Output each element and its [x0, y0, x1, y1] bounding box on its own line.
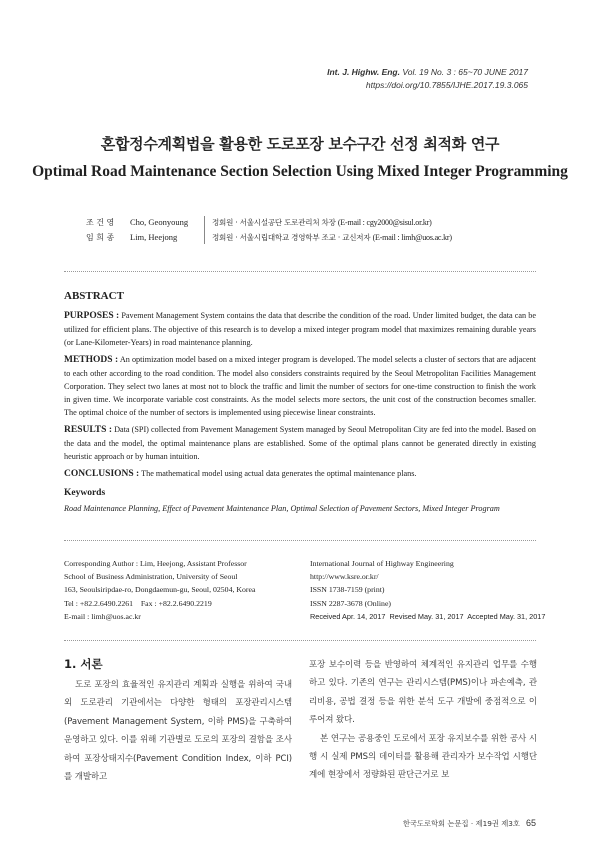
- conclusions-label: CONCLUSIONS :: [64, 469, 140, 479]
- page-number: 65: [525, 818, 536, 828]
- journal-info-line: International Journal of Highway Engineering: [310, 559, 454, 568]
- author-list: [86, 215, 452, 245]
- dotted-divider: [64, 271, 536, 272]
- title-english: Optimal Road Maintenance Section Selection Using Mixed Integer Programming: [32, 163, 568, 180]
- author-affiliation: [212, 230, 452, 245]
- purposes-label: PURPOSES :: [64, 311, 120, 321]
- section-heading-intro: 1. 서론: [64, 657, 103, 671]
- author-affiliation: [212, 215, 432, 230]
- doi-link[interactable]: https://doi.org/10.7855/IJHE.2017.19.3.065: [365, 80, 528, 90]
- author-email[interactable]: (E-mail : cgy2000@sisul.or.kr): [337, 218, 432, 227]
- corr-line: School of Business Administration, University of Seoul: [64, 572, 238, 582]
- author-row: [86, 230, 452, 245]
- journal-info-line: ISSN 2287-3678 (Online): [310, 598, 391, 608]
- dotted-divider: [64, 640, 536, 641]
- author-name-ko: 조 건 영: [86, 218, 115, 227]
- author-name-ko: 임 희 종: [86, 233, 115, 242]
- author-email[interactable]: (E-mail : limh@uos.ac.kr): [372, 233, 452, 242]
- corresponding-author-info: [64, 557, 255, 623]
- purposes-text: Pavement Management System contains the data that describe the condition of the road. Under limited budget, the data can be utilized for efficient plans. The objective of this research is to develop a mixed integer program model that maximizes remaining durable years (or Lane-Kilometer-Years) in road maintenance planning.: [64, 311, 536, 347]
- methods-text: An optimization model based on a mixed integer program is developed. The model selects a cluster of sectors that are adjacent to each other according to the road condition. The model also considers constraints required by the Seoul Metropolitan Facilities Management Corporation. They select two lanes at most not to block the traffic and limit the number of sectors for one-time construction to finish the work in given time. We incorporate variable cost constraints. As the model selects more sectors, the unit cost of the construction becomes smaller. The optimal choice of the number of sectors is implemented using piecewise linear constraints.: [64, 355, 536, 417]
- body-paragraph: 본 연구는 공용중인 도로에서 포장 유지보수를 위한 공사 시행 시 실제 PMS의 데이터를 활용해 관리자가 보수작업 시행단계에 현장에서 정량화된 판단근거로 보: [309, 733, 537, 781]
- methods-label: METHODS :: [64, 355, 119, 365]
- page-footer: [403, 818, 536, 829]
- title-korean: 혼합정수계획법을 활용한 도로포장 보수구간 선정 최적화 연구: [100, 135, 500, 153]
- submission-dates: Received Apr. 14, 2017 Revised May. 31, 2017 Accepted May. 31, 2017: [310, 611, 546, 621]
- body-paragraph: 포장 보수이력 등을 반영하여 체계적인 유지관리 업무를 수행하고 있다. 기존의 연구는 관리시스템(PMS)이나 파손예측, 관리비용, 공법 결정 등을 위한 분석 도구 개발에 중점적으로 이루어져 왔다.: [309, 660, 537, 726]
- keywords-heading: Keywords: [64, 488, 106, 498]
- affiliation-text: 정회원 · 서울시설공단 도로관리처 차장: [212, 218, 336, 227]
- author-row: [86, 215, 452, 230]
- abstract-results: [64, 423, 536, 463]
- abstract-section: [64, 290, 536, 519]
- journal-abbr: Int. J. Highw. Eng.: [327, 67, 400, 77]
- volume-info: Vol. 19 No. 3 : 65~70 JUNE 2017: [402, 67, 528, 77]
- conclusions-text: The mathematical model using actual data generates the optimal maintenance plans.: [139, 469, 417, 478]
- journal-header: [327, 66, 528, 92]
- corr-line: Corresponding Author : Lim, Heejong, Assistant Professor: [64, 559, 247, 568]
- author-name-en: Cho, Geonyoung: [130, 217, 189, 227]
- results-text: Data (SPI) collected from Pavement Management System managed by Seoul Metropolitan City are fed into the model. Based on the data and the model, the optimal maintenance plans are established. Some of the optimal plans cannot be generated directly in existing heuristic approach or by human intuition.: [64, 425, 536, 461]
- corr-line: Tel : +82.2.6490.2261 Fax : +82.2.6490.2219: [64, 598, 212, 608]
- journal-info: [310, 557, 545, 623]
- corr-line: E-mail : limh@uos.ac.kr: [64, 611, 141, 621]
- journal-info-line: ISSN 1738-7159 (print): [310, 585, 385, 595]
- affiliation-text: 정회원 · 서울시립대학교 경영학부 조교 · 교신저자: [212, 233, 371, 242]
- abstract-heading: ABSTRACT: [64, 290, 124, 302]
- body-column-right: [309, 656, 537, 785]
- corr-line: 163, Seoulsiripdae-ro, Dongdaemun-gu, Seoul, 02504, Korea: [64, 585, 256, 595]
- body-column-left: [64, 676, 292, 786]
- keywords-text: Road Maintenance Planning, Effect of Pavement Maintenance Plan, Optimal Selection of Pavement Sectors, Mixed Integer Program: [64, 504, 500, 513]
- author-divider: [204, 216, 205, 244]
- journal-url[interactable]: http://www.ksre.or.kr/: [310, 572, 379, 582]
- results-label: RESULTS :: [64, 425, 112, 435]
- body-paragraph: 도로 포장의 효율적인 유지관리 계획과 실행을 위하여 국내외 도로관리 기관에서는 다양한 형태의 포장관리시스템(Pavement Management System, 이하 PMS)을 구축하여 운영하고 있다. 이를 위해 기관별로 도로의 포장의 결함을 조사하여 포장상태지수(Pavement Condition Index, 이하 PCI)를 개발하고: [64, 680, 292, 783]
- abstract-conclusions: [64, 467, 536, 481]
- author-name-en: Lim, Heejong: [130, 232, 178, 242]
- abstract-methods: [64, 353, 536, 419]
- abstract-purposes: [64, 309, 536, 349]
- dotted-divider: [64, 540, 536, 541]
- footer-journal-name: 한국도로학회 논문집 · 제19권 제3호: [402, 819, 520, 828]
